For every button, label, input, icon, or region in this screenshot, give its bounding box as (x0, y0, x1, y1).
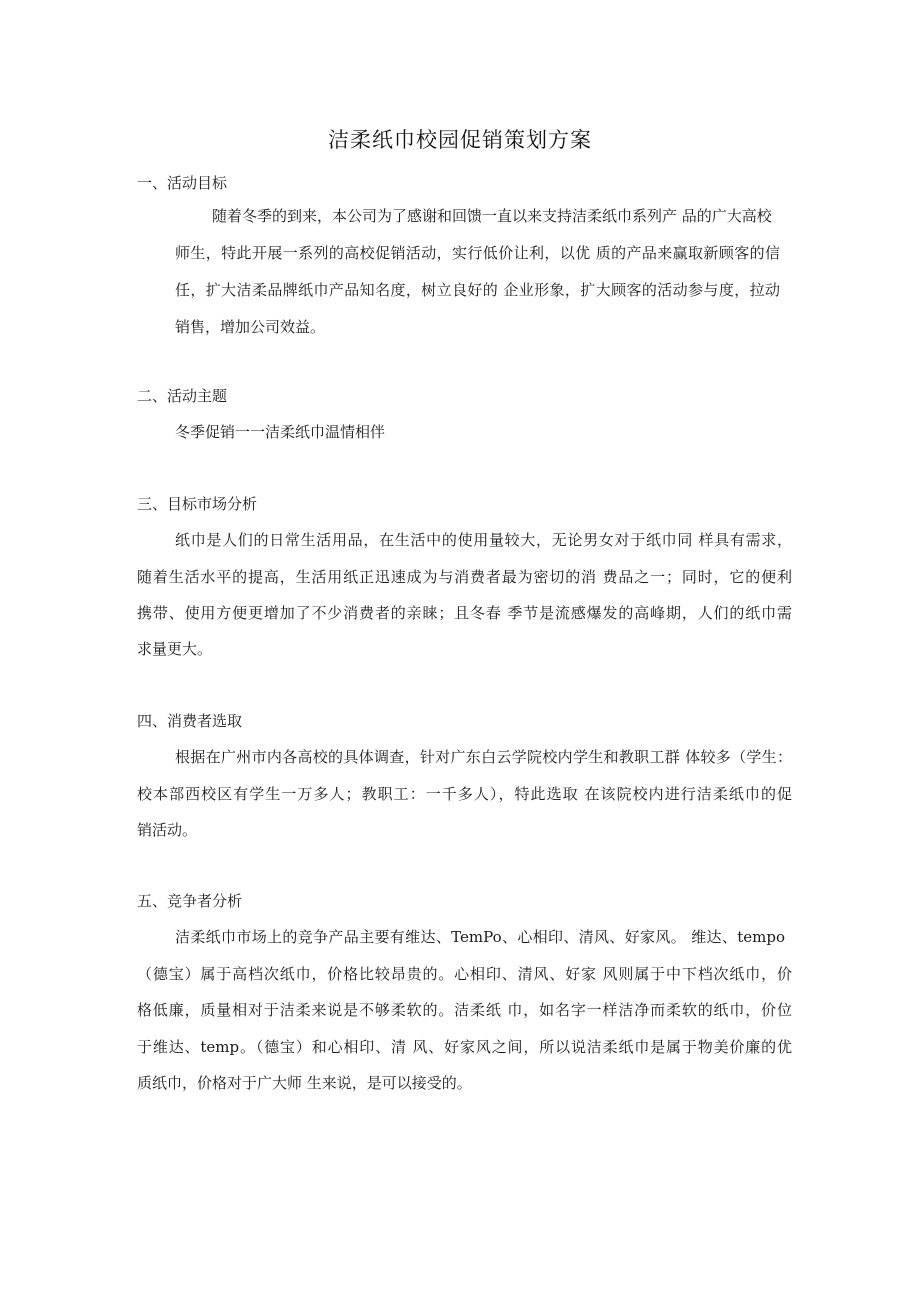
section-heading-consumers: 四、消费者选取 (137, 712, 243, 730)
paragraph-line: 销活动。 (137, 821, 198, 839)
section-heading-competitors: 五、竞争者分析 (137, 892, 243, 910)
paragraph-line: 质纸巾，价格对于广大师 生来说，是可以接受的。 (137, 1074, 472, 1092)
paragraph-line: 格低廉，质量相对于洁柔来说是不够柔软的。洁柔纸 巾，如名字一样洁净而柔软的纸巾，价位 (137, 1001, 792, 1019)
paragraph-line: 师生，特此开展一系列的高校促销活动，实行低价让利，以优 质的产品来赢取新顾客的信 (175, 244, 780, 262)
paragraph-line: 求量更大。 (137, 640, 213, 658)
section-heading-theme: 二、活动主题 (137, 387, 228, 405)
section-heading-market: 三、目标市场分析 (137, 495, 258, 513)
paragraph-line: 纸巾是人们的日常生活用品，在生活中的使用量较大，无论男女对于纸巾同 样具有需求， (175, 531, 792, 549)
paragraph-line: 于维达、temp。（德宝）和心相印、清 风、好家风之间，所以说洁柔纸巾是属于物美价廉的优 (137, 1038, 792, 1056)
paragraph-line: 校本部西校区有学生一万多人；教职工：一千多人），特此选取 在该院校内进行洁柔纸巾的促 (137, 785, 792, 803)
paragraph-line: 冬季促销一一洁柔纸巾温情相伴 (175, 423, 386, 441)
paragraph-line: （德宝）属于高档次纸巾，价格比较昂贵的。心相印、清风、好家 风则属于中下档次纸巾，价 (137, 965, 792, 983)
paragraph-line: 携带、使用方便更增加了不少消费者的亲睐；且冬春 季节是流感爆发的高峰期，人们的纸巾需 (137, 604, 792, 622)
paragraph-line: 销售，增加公司效益。 (175, 318, 326, 336)
paragraph-line: 洁柔纸巾市场上的竞争产品主要有维达、TemPo、心相印、清风、好家风。 维达、tempo (175, 928, 785, 946)
paragraph-line: 任，扩大洁柔品牌纸巾产品知名度，树立良好的 企业形象，扩大顾客的活动参与度，拉动 (175, 281, 780, 299)
paragraph-line: 随着生活水平的提高，生活用纸正迅速成为与消费者最为密切的消 费品之一；同时，它的便利 (137, 568, 792, 586)
paragraph-line: 随着冬季的到来，本公司为了感谢和回馈一直以来支持洁柔纸巾系列产 品的广大高校 (212, 207, 772, 225)
document-title: 洁柔纸巾校园促销策划方案 (328, 128, 592, 152)
section-heading-goals: 一、活动目标 (137, 174, 228, 192)
paragraph-line: 根据在广州市内各高校的具体调查，针对广东白云学院校内学生和教职工群 体较多（学生： (175, 748, 792, 766)
